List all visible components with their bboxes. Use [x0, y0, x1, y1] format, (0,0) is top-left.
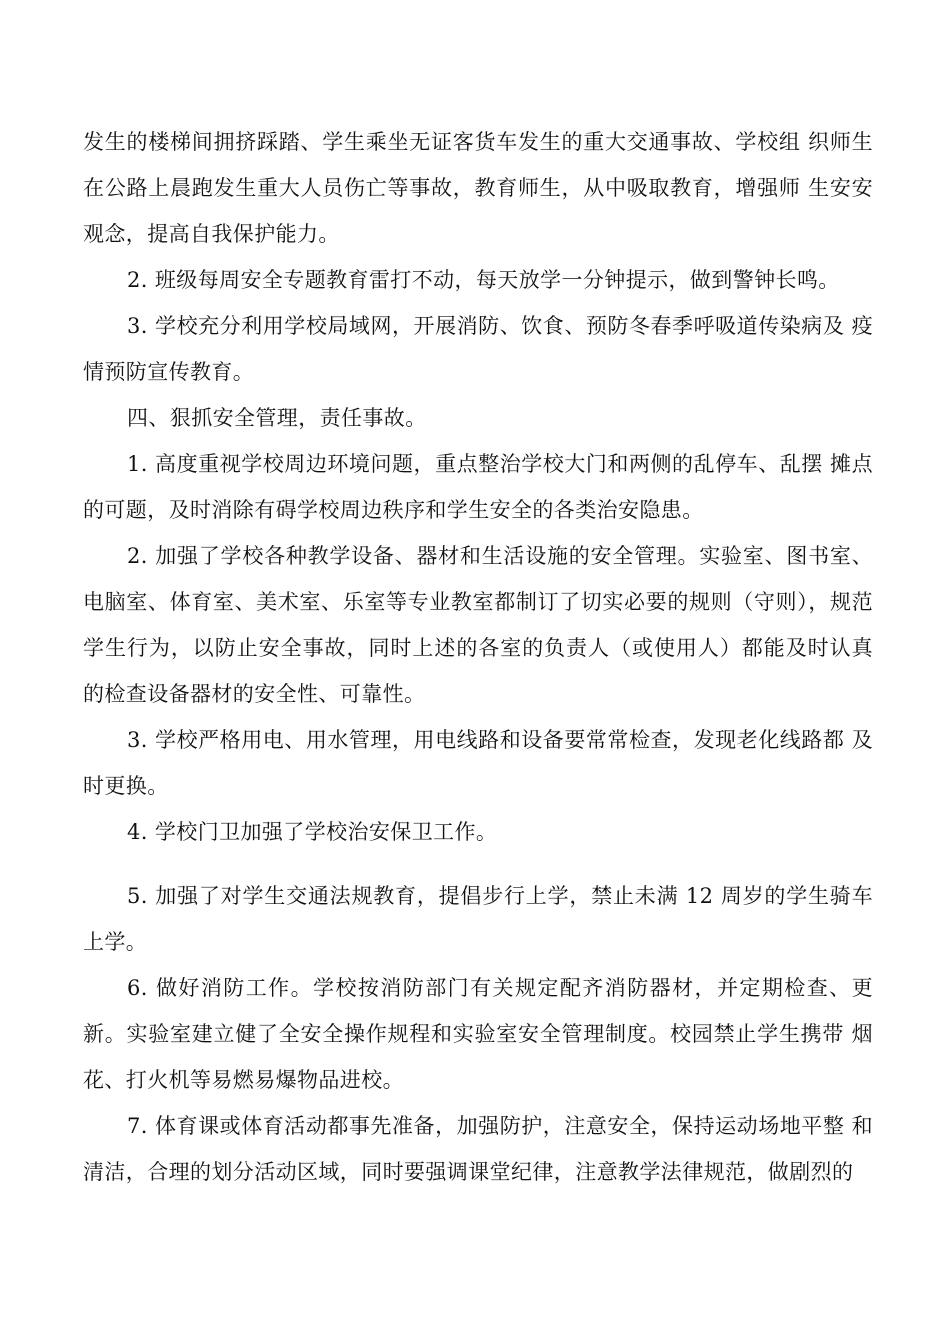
paragraph-item-2: 2. 班级每周安全专题教育雷打不动，每天放学一分钟提示，做到警钟长鸣。 [127, 268, 840, 292]
paragraph-item-2b: 2. 加强了学校各种教学设备、器材和生活设施的安全管理。实验室、图书室、电脑室、体育室、美术室、乐室等专业教室都制订了切实必要的规则（守则），规范学生行为，以防止安全事故，同时上述的各室的负责人（或使用人）都能及时认真的检查设备器材的安全性、可靠性。 [83, 544, 873, 706]
paragraph-item-4: 4. 学校门卫加强了学校治安保卫工作。 [127, 820, 498, 844]
paragraph-item-5: 5. 加强了对学生交通法规教育，提倡步行上学，禁止未满 12 周岁的学生骑车上学。 [83, 884, 873, 954]
paragraph-item-1: 1. 高度重视学校周边环境问题，重点整治学校大门和两侧的乱停车、乱摆 摊点的可题，及时消除有碍学校周边秩序和学生安全的各类治安隐患。 [83, 452, 873, 522]
paragraph-item-3: 3. 学校充分利用学校局域网，开展消防、饮食、预防冬春季呼吸道传染病及 疫情预防宣传教育。 [83, 314, 873, 384]
paragraph-item-6: 6. 做好消防工作。学校按消防部门有关规定配齐消防器材，并定期检查、更新。实验室建立健了全安全操作规程和实验室安全管理制度。校园禁止学生携带 烟花、打火机等易燃易爆物品进校。 [83, 976, 873, 1092]
paragraph-item-7: 7. 体育课或体育活动都事先准备，加强防护，注意安全，保持运动场地平整 和清洁，合理的划分活动区域，同时要强调课堂纪律，注意教学法律规范，做剧烈的 [83, 1114, 873, 1184]
document-body [83, 119, 873, 1195]
section-heading-4: 四、狠抓安全管理，责任事故。 [127, 406, 427, 430]
paragraph-item-3b: 3. 学校严格用电、用水管理，用电线路和设备要常常检查，发现老化线路都 及时更换。 [83, 728, 873, 798]
paragraph-continued: 发生的楼梯间拥挤踩踏、学生乘坐无证客货车发生的重大交通事故、学校组 织师生在公路上晨跑发生重大人员伤亡等事故，教育师生，从中吸取教育，增强师 生安安观念，提高自我保护能力。 [83, 130, 873, 246]
